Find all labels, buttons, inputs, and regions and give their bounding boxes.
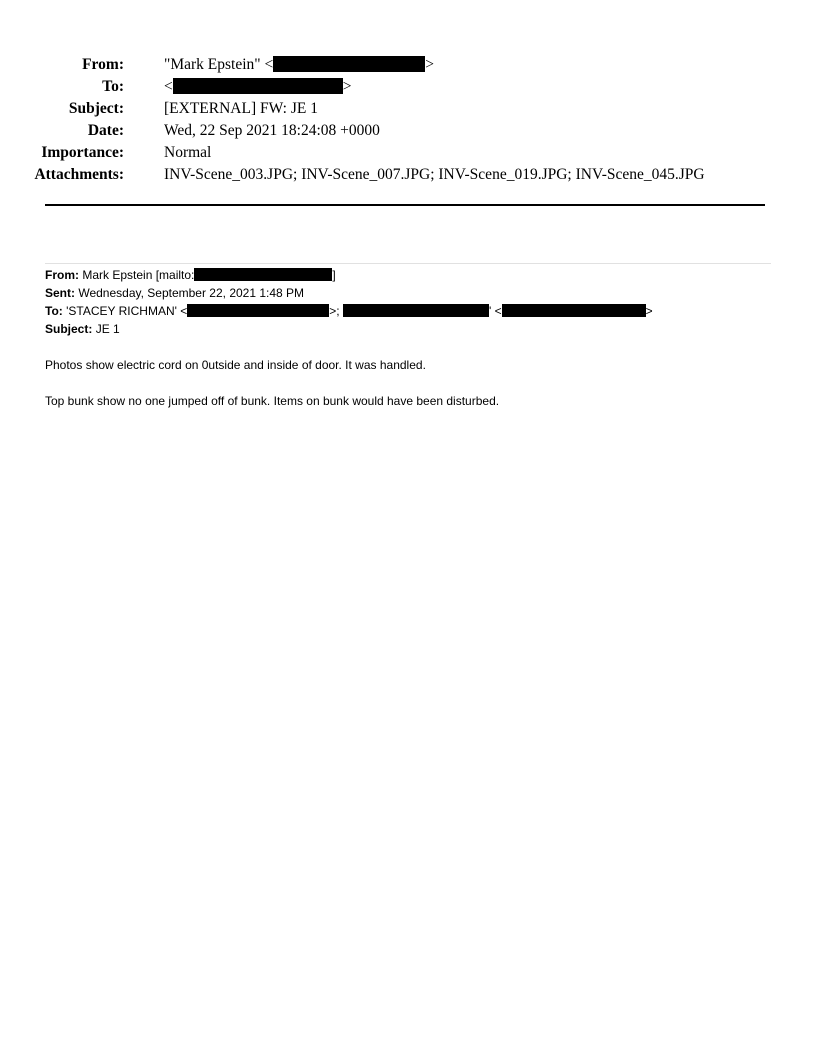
body-paragraph-1: Photos show electric cord on 0utside and inside of door. It was handled. <box>45 358 426 372</box>
header-attachments-row <box>0 164 780 186</box>
forwarded-subject-label: Subject: <box>45 322 93 336</box>
forwarded-to-label: To: <box>45 304 63 318</box>
redaction-bar <box>343 304 489 317</box>
forwarded-subject-row <box>45 320 785 338</box>
header-importance-row <box>0 142 780 164</box>
header-date-row <box>0 120 780 142</box>
from-value: "Mark Epstein" < > <box>164 56 434 73</box>
forwarded-sent-value: Wednesday, September 22, 2021 1:48 PM <box>78 286 305 300</box>
header-from-row <box>0 54 780 76</box>
forwarded-header <box>45 266 785 338</box>
subject-value: [EXTERNAL] FW: JE 1 <box>164 100 318 117</box>
header-to-row <box>0 76 780 98</box>
subject-label: Subject: <box>68 100 124 117</box>
to-label: To: <box>102 78 124 95</box>
importance-value: Normal <box>164 144 212 161</box>
header-divider <box>45 204 765 206</box>
body-paragraph-2: Top bunk show no one jumped off of bunk. Items on bunk would have been disturbed. <box>45 394 500 408</box>
redaction-bar <box>502 304 646 317</box>
redaction-bar <box>187 304 329 317</box>
forwarded-to-row: To: 'STACEY RICHMAN' < >; ' < > <box>45 304 653 318</box>
attachments-label: Attachments: <box>34 166 124 183</box>
from-label: From: <box>82 56 124 73</box>
forwarded-sent-label: Sent: <box>45 286 75 300</box>
forwarded-sent-row <box>45 284 785 302</box>
to-value: < > <box>164 78 352 95</box>
date-label: Date: <box>87 122 124 139</box>
email-header <box>0 54 780 186</box>
forwarded-from-row: From: Mark Epstein [mailto: ] <box>45 268 336 282</box>
attachments-value: INV-Scene_003.JPG; INV-Scene_007.JPG; INV-Scene_019.JPG; INV-Scene_045.JPG <box>164 166 705 183</box>
redaction-bar <box>273 56 425 72</box>
redaction-bar <box>173 78 343 94</box>
forward-divider <box>45 263 771 264</box>
forwarded-from-label: From: <box>45 268 79 282</box>
redaction-bar <box>194 268 332 281</box>
importance-label: Importance: <box>41 144 124 161</box>
date-value: Wed, 22 Sep 2021 18:24:08 +0000 <box>164 122 380 139</box>
header-subject-row <box>0 98 780 120</box>
forwarded-subject-value: JE 1 <box>95 322 120 336</box>
